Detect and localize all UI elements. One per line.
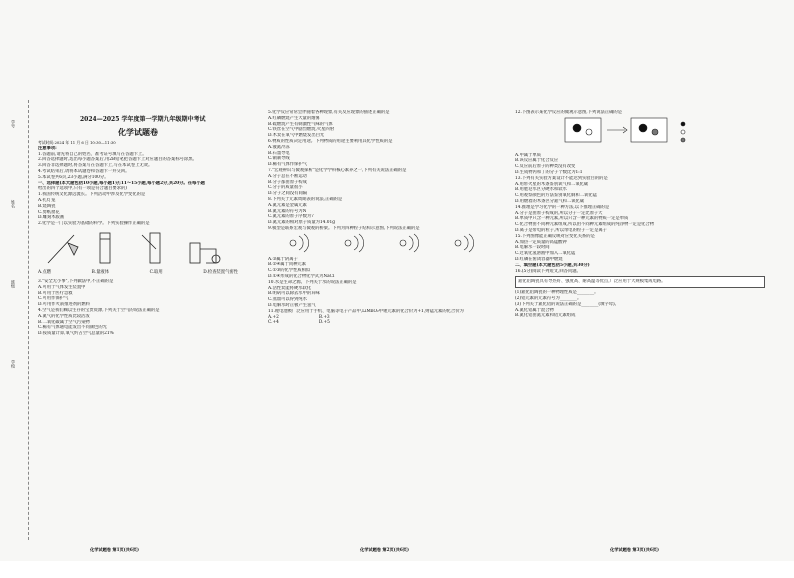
option-text: C.分子的质量很小	[268, 185, 303, 191]
atomic-structure-figure	[268, 232, 498, 254]
side-label: 学校	[11, 360, 16, 368]
reaction-diagram-figure	[515, 116, 755, 150]
note-item: 3.回答非选择题时,将答案写在答题卡上,写在本试卷上无效。	[38, 163, 153, 169]
option-text: D.雕刻木版画	[38, 215, 65, 221]
question-text: 11.锂电池被广泛应用于手机、电脑等电子产品中,LiMnO₂中锂元素的化合价为+1,则锰元素的化合价为	[268, 308, 464, 314]
option-text: D.红磷在密闭容器中燃烧	[515, 256, 563, 262]
notes-heading: 注意事项:	[38, 145, 57, 151]
option-text: A.分子是由原子构成的,所以分子一定比原子大	[515, 210, 603, 216]
option-text: C.铜制导线	[268, 156, 290, 162]
option-text: B.硫燃烧产生有刺激性气味的气体	[268, 121, 333, 127]
option-text: B.烧陶瓷	[38, 203, 56, 209]
option-text: D.木炭在氧气中燃烧发出白光	[268, 133, 325, 139]
column-3	[515, 110, 765, 548]
option-text: C.剪纸窗花	[38, 209, 60, 215]
option-text: C.①③的化学性质相似	[268, 268, 311, 274]
subquestion-text: (3)下列关于氮化铝的说法正确的是________(填字母)。	[515, 301, 619, 307]
option-text: B.二氧化碳属于空气污染物	[38, 319, 90, 325]
page-footer: 化学试题卷 第3页(共6页)	[610, 547, 659, 552]
option-text: A.氮元素是金属元素	[268, 202, 307, 208]
option-text: C.反应前后原子的种类没有改变	[515, 164, 576, 170]
option-text: A.③属于阴离子	[268, 256, 298, 262]
option-text: A.红磷燃烧产生大量的烟雾	[268, 115, 320, 121]
question-text: 2.化学是一门以实验为基础的科学。下列实验操作正确的是	[38, 221, 150, 227]
question-text: 4.空气是我们赖以生存的宝贵资源,下列关于空气的说法正确的是	[38, 307, 160, 313]
option-text: B.该反应属于化合反应	[515, 158, 559, 164]
option-text: B.可用于医疗急救	[38, 290, 73, 296]
option-label: A.+2	[268, 314, 279, 320]
option-text: A.液氮冷冻	[268, 144, 290, 150]
question-text: 9.模型是联系宏观与微观的桥梁。下列为四种粒子结构示意图,下列说法正确的是	[268, 225, 420, 231]
question-text: 6.物质的性质决定用途。下列物质的用途主要利用其化学性质的是	[268, 138, 393, 144]
option-label: D.+5	[318, 320, 330, 326]
option-label: B.+3	[318, 314, 330, 320]
side-label: 班级	[11, 280, 16, 288]
option-label: C.+4	[268, 320, 279, 326]
q2-figures	[38, 229, 248, 277]
exam-title: 2024—2025 学年度第一学期九年级期中考试	[80, 116, 206, 123]
option-text: D.用燃着的木条区分氮气和二氧化碳	[515, 198, 585, 204]
option-text: D.可用作火箭推进剂的燃料	[38, 302, 90, 308]
q2-option-row	[38, 270, 238, 276]
reading-passage	[515, 276, 765, 288]
side-label: 学号	[11, 120, 16, 128]
option-label: D.检查装置气密性	[203, 269, 238, 275]
option-text: D.分子之间没有间隔	[268, 191, 308, 197]
question-text: 5.化学反应常常会伴随着各种现象,有关反应现象的描述正确的是	[268, 110, 390, 115]
passage-text: 氮化铝陶瓷具有导热好、强度高、耐高温等优点,广泛应用于大规模集成电路。	[518, 279, 666, 285]
option-label: C.取用	[149, 269, 163, 275]
subquestion-text: (1)氮化铝陶瓷的一种物理性质是________。	[515, 290, 599, 296]
option-text: A.扎灯笼	[38, 197, 56, 203]
question-text: 13.下列有关实验方案设计不能达到实验目的的是	[515, 175, 608, 181]
option-text: A.活性炭能将硬水软化	[268, 285, 312, 291]
question-text: 12.下图表示某化学反应的微观示意图,下列说法正确的是	[515, 110, 623, 115]
option-text: A.甲属于单质	[515, 152, 541, 158]
option-text: B.用肥皂水区分硬水和软水	[515, 187, 567, 193]
column-1	[38, 140, 248, 578]
lab-apparatus-figure	[38, 229, 238, 267]
option-text: D.按质量计算,氧气约占空气总量的21%	[38, 331, 114, 337]
page-footer: 化学试题卷 第2页(共6页)	[360, 547, 409, 552]
option-text: D.离子是带电的粒子,所以带电的粒子一定是离子	[515, 227, 607, 233]
option-text: A.加热一定质量的高锰酸钾	[515, 239, 567, 245]
question-text: 14.推理是学习化学的一种方法,以下推理正确的是	[515, 204, 610, 210]
section-heading: 二、填空题(本大题包括5小题,共30分)	[515, 262, 590, 268]
option-text: C.过氧化氢溶液中加入二氧化锰	[515, 251, 576, 257]
section-heading: 一、选择题(本大题包括10小题,每小题1分;11～15小题,每小题2分,共20分。在每小题	[38, 180, 205, 186]
note-item: 5.本试卷共6页,23小题,满分100分。	[38, 174, 109, 180]
binding-line	[28, 100, 29, 540]
option-text: C.蒸馏可以得到纯水	[268, 297, 307, 303]
option-text: C.铁丝在空气中剧烈燃烧,火星四射	[268, 127, 335, 133]
option-label: B.量液体	[91, 269, 110, 275]
question-text: 15.下列图像能正确反映对应变化关系的是	[515, 233, 595, 239]
question-text: 7."宏观辨识与微观探析"是化学学科核心素养之一,下列有关说法正确的是	[268, 167, 407, 173]
option-text: B.明矾可以除去水中的异味	[268, 291, 320, 297]
note-item: 1.答题前,请先将自己的姓名、准考证号填写在答题卡上。	[38, 151, 147, 157]
question-text: 10.水是生命之源。下列关于水的说法正确的是	[268, 279, 357, 285]
question-text: 8.下列关于元素周期表的说法,正确的是	[268, 196, 343, 202]
binding-margin	[6, 120, 28, 420]
option-text: A.可用于气体发生装置中	[38, 284, 86, 290]
subject-title: 化学试题卷	[118, 127, 158, 137]
option-text: A.分子总在不断运动	[268, 173, 307, 179]
option-text: B.单质中只含一种元素,所以只含一种元素的物质一定是单质	[515, 216, 629, 222]
option-label: A.点燃	[38, 269, 52, 275]
option-text: A.用带火星的木条鉴别氧气和二氧化碳	[515, 181, 589, 187]
option-text: B.分子都由原子构成	[268, 179, 307, 185]
column-2	[268, 110, 508, 548]
option-text: C.用观察颜色的方法鉴别氧化铜和二氧化锰	[515, 193, 597, 199]
option-text: A.氮气的化学性质比较活泼	[38, 313, 90, 319]
option-text: D.电解水时正极产生氢气	[268, 302, 316, 308]
option-text: C.化合物由不同种元素组成,所以由不同种元素组成的纯净物一定是化合物	[515, 222, 655, 228]
text-line: 给出的四个选项中,只有一项是符合题目要求的)	[38, 186, 127, 192]
option-text: B.氮元素的符号为N	[268, 208, 307, 214]
option-text: C.可用作保护气	[38, 296, 69, 302]
option-text: B.电解水一段时间	[515, 245, 550, 251]
question-text: 16.(5分)阅读下列短文,回答问题。	[515, 268, 581, 274]
option-text: D.生成物丙和丁的分子个数比为1:1	[515, 169, 583, 175]
side-label: 姓名	[11, 200, 16, 208]
page-footer: 化学试题卷 第1页(共6页)	[90, 547, 139, 552]
option-text: A.氮化铝属于混合物	[515, 307, 554, 313]
option-text: B.石墨导电	[268, 150, 290, 156]
option-text: C.氮元素的原子序数为7	[268, 214, 314, 220]
option-text: D.稀有气体作保护气	[268, 162, 308, 168]
option-text: B.②④属于同种元素	[268, 262, 307, 268]
option-text: C.稀有气体通电能发出不同颜色的光	[38, 325, 107, 331]
option-text: D.①④形成的化合物化学式为NaCl	[268, 273, 335, 279]
note-item: 2.回答选择题时,选出每小题答案后,用2B铅笔把答题卡上对应题目的答案标号涂黑。	[38, 157, 197, 163]
question-text: 3."安全无小事",下列做法中,不正确的是	[38, 278, 114, 284]
option-text: B.氮化铝由氮元素和铝元素组成	[515, 313, 576, 319]
subquestion-text: (2)铝元素的元素符号为________。	[515, 295, 582, 301]
question-text: 1.我国传统文化源远流长。下列活动中涉及化学变化的是	[38, 192, 146, 198]
exam-time: 考试时间:2024 年 11 月 6 日 10:30—11:30	[38, 140, 116, 145]
option-text: D.氮元素的相对原子质量为14.01g	[268, 220, 335, 226]
q11-options	[268, 320, 508, 326]
note-item: 4.考试结束后,请将本试题卷和答题卡一并交回。	[38, 168, 130, 174]
